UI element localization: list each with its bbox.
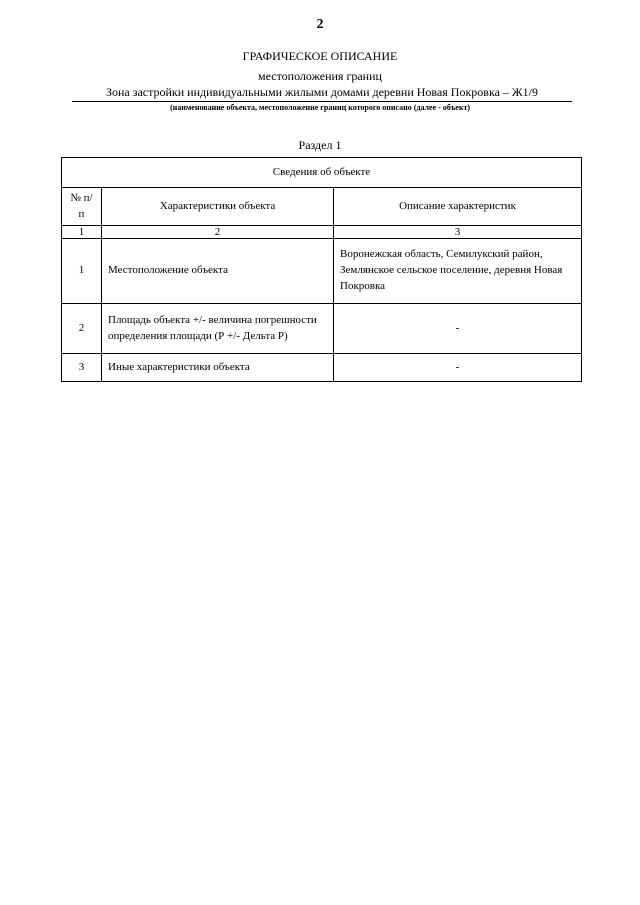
object-name: Зона застройки индивидуальными жилыми домами деревни Новая Покровка – Ж1/9 [72,85,572,102]
section-title: Раздел 1 [298,138,342,152]
table-caption: Сведения об объекте [62,158,582,188]
page-number: 2 [316,17,324,32]
object-info-table [61,157,582,382]
document-subtitle: местоположения границ [258,69,382,83]
row-characteristic: Площадь объекта +/- величина погрешности определения площади (Р +/- Дельта Р) [102,304,334,354]
row-characteristic: Местоположение объекта [102,239,334,304]
row-description: - [334,354,582,382]
table-header-row [62,188,582,226]
table-row [62,239,582,304]
column-header-description: Описание характеристик [334,188,582,226]
table-row [62,354,582,382]
column-header-characteristic: Характеристики объекта [102,188,334,226]
row-number: 3 [62,354,102,382]
row-number: 1 [62,239,102,304]
object-name-caption: (наименование объекта, местоположение границ которого описано (далее - объект) [169,103,471,112]
row-description: - [334,304,582,354]
column-number: 1 [62,226,102,239]
column-number: 2 [102,226,334,239]
column-header-number: № п/п [62,188,102,226]
row-number: 2 [62,304,102,354]
column-number-row [62,226,582,239]
column-number: 3 [334,226,582,239]
table-caption-row [62,158,582,188]
table-row [62,304,582,354]
row-characteristic: Иные характеристики объекта [102,354,334,382]
row-description: Воронежская область, Семилукский район, Землянское сельское поселение, деревня Новая Покровка [334,239,582,304]
document-title: ГРАФИЧЕСКОЕ ОПИСАНИЕ [242,49,398,63]
